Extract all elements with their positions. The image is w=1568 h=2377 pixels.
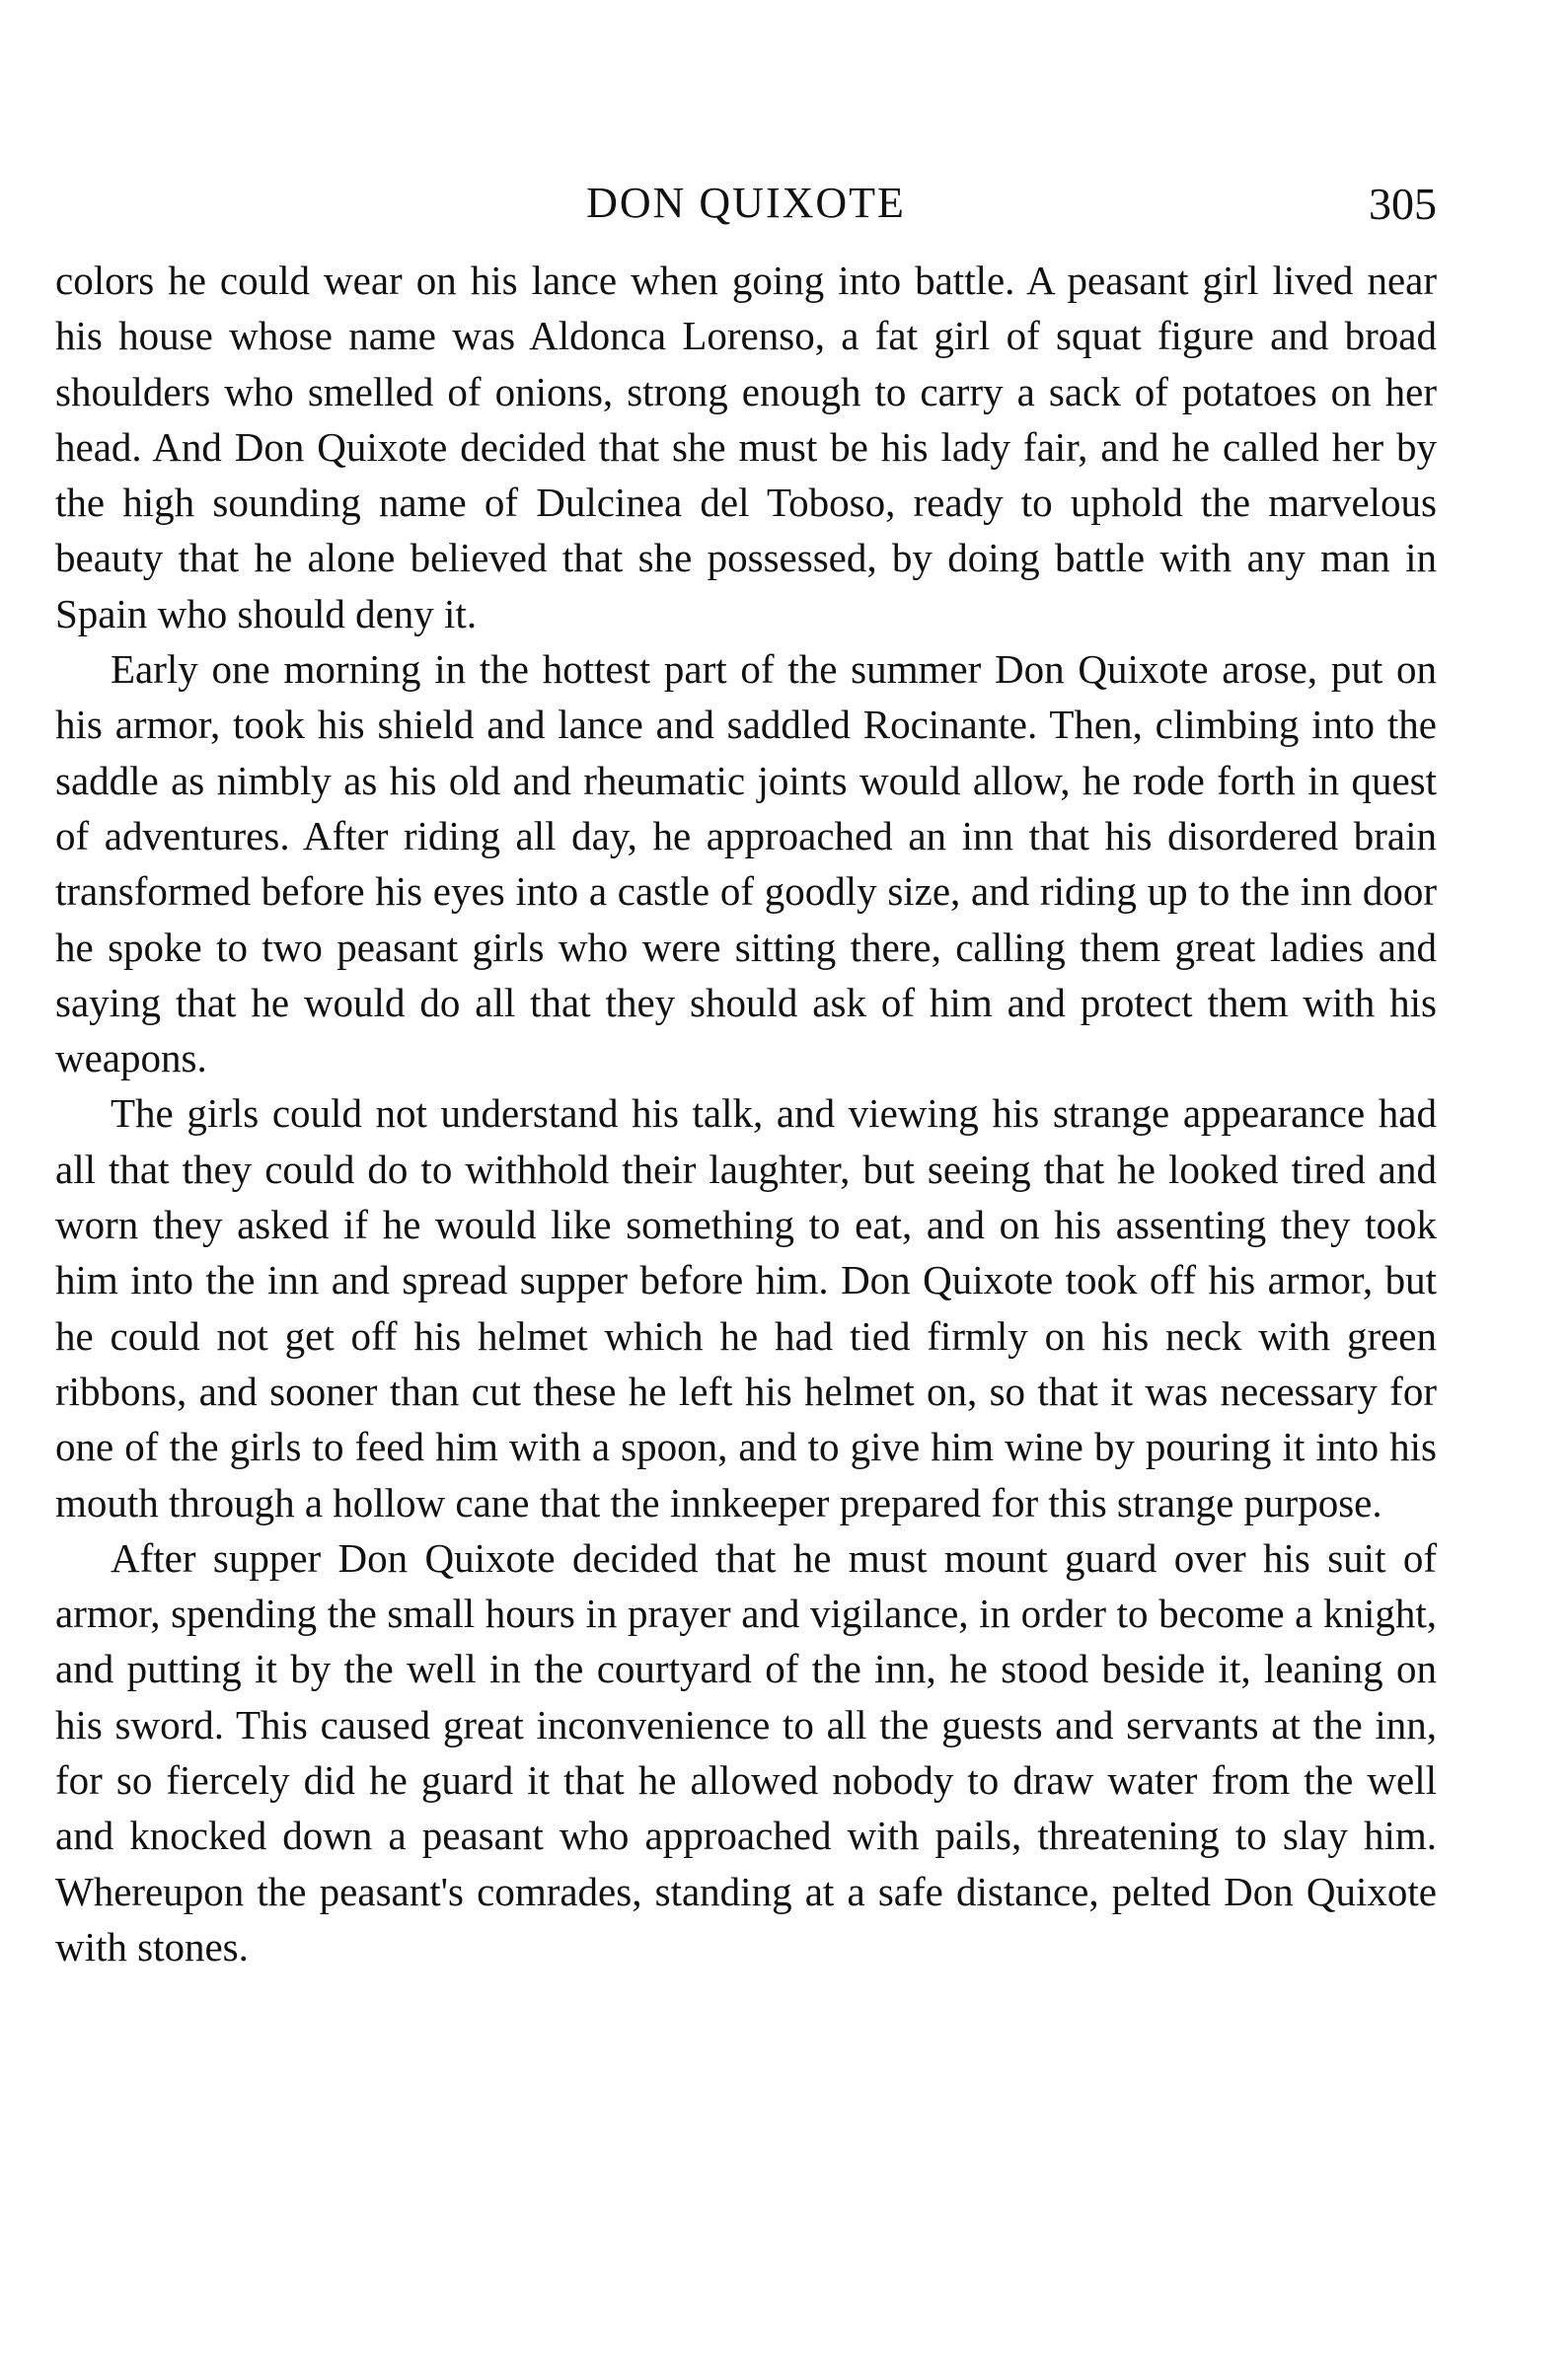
running-header (55, 168, 1437, 237)
body-text (55, 253, 1437, 1974)
paragraph-girls-supper: The girls could not understand his talk, and viewing his strange appearance had all that they could do to withhold their laughter, but seeing that he looked tired and worn they asked if he would like something to eat, and on his assenting they took him into the inn and spread supper before him. Don Quixote took off his armor, but he could not get off his helmet which he had tied firmly on his neck with green ribbons, and sooner than cut these he left his helmet on, so that it was necessary for one of the girls to feed him with a spoon, and to give him wine by pouring it into his mouth through a hollow cane that the innkeeper prepared for this strange purpose. (55, 1090, 1437, 1525)
book-page (55, 168, 1437, 2289)
page-number: 305 (1369, 179, 1437, 229)
page-title: DON QUIXOTE (586, 179, 906, 227)
paragraph-continued: colors he could wear on his lance when going into battle. A peasant girl lived near his house whose name was Aldonca Lorenso, a fat girl of squat figure and broad shoulders who smelled of onions, strong enough to carry a sack of potatoes on her head. And Don Quixote decided that she must be his lady fair, and he called her by the high sounding name of Dulcinea del Toboso, ready to uphold the marvelous beauty that he alone believed that she possessed, by doing battle with any man in Spain who should deny it. (55, 258, 1437, 636)
paragraph-guard-armor: After supper Don Quixote decided that he must mount guard over his suit of armor, spending the small hours in prayer and vigilance, in order to become a knight, and putting it by the well in the courtyard of the inn, he stood beside it, leaning on his sword. This caused great inconvenience to all the guests and servants at the inn, for so fiercely did he guard it that he allowed nobody to draw water from the well and knocked down a peasant who approached with pails, threatening to slay him. Whereupon the peasant's comrades, standing at a safe distance, pelted Don Quixote with stones. (55, 1534, 1437, 1969)
paragraph-early-morning: Early one morning in the hottest part of the summer Don Quixote arose, put on his armor, took his shield and lance and saddled Rocinante. Then, climbing into the saddle as nimbly as his old and rheumatic joints would allow, he rode forth in quest of adventures. After riding all day, he approached an inn that his disordered brain transformed before his eyes into a castle of goodly size, and riding up to the inn door he spoke to two peasant girls who were sitting there, calling them great ladies and saying that he would do all that they should ask of him and protect them with his weapons. (55, 646, 1437, 1081)
